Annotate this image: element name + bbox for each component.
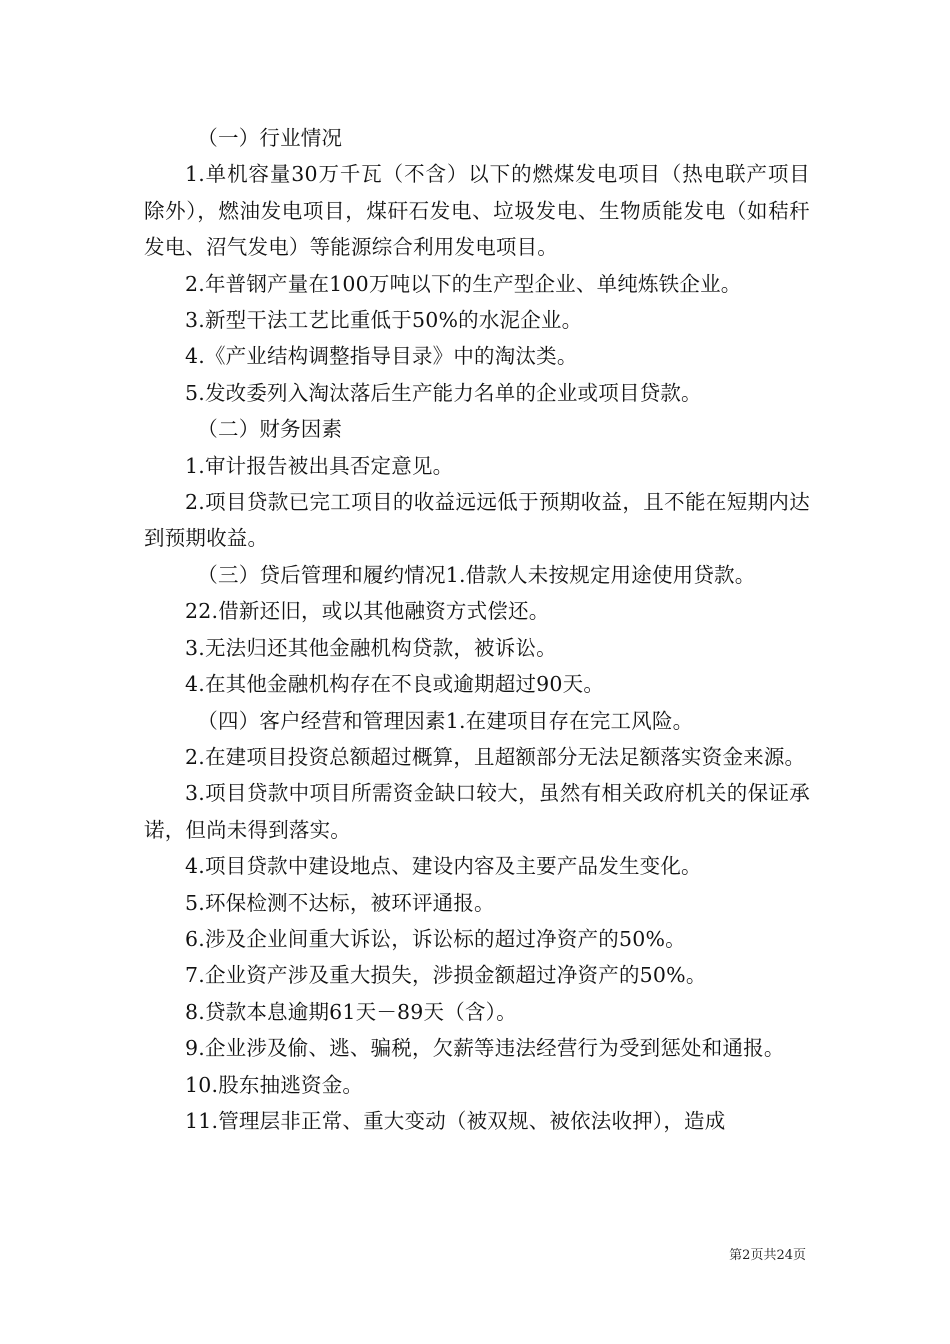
paragraph-item: 5.环保检测不达标，被环评通报。 (185, 890, 495, 915)
document-body (144, 120, 810, 1139)
paragraph-item: 9.企业涉及偷、逃、骗税，欠薪等违法经营行为受到惩处和通报。 (185, 1036, 785, 1061)
section-heading-industry: （一）行业情况 (197, 126, 343, 150)
paragraph-item: 2.在建项目投资总额超过概算，且超额部分无法足额落实资金来源。 (185, 744, 806, 769)
paragraph-item: 6.涉及企业间重大诉讼，诉讼标的超过净资产的50%。 (185, 926, 686, 951)
paragraph-item: 4.在其他金融机构存在不良或逾期超过90天。 (185, 672, 605, 697)
paragraph-item: 1.单机容量30万千瓦（不含）以下的燃煤发电项目（热电联产项目除外），燃油发电项目，煤矸石发电、垃圾发电、生物质能发电（如秸秆发电、沼气发电）等能源综合利用发电项目。 (144, 162, 810, 260)
section-heading-post-loan: （三）贷后管理和履约情况1.借款人未按规定用途使用贷款。 (197, 562, 756, 587)
paragraph-item: 1.审计报告被出具否定意见。 (185, 453, 454, 478)
page-number-label: 第2页共24页 (729, 1248, 806, 1263)
paragraph-item: 11.管理层非正常、重大变动（被双规、被依法收押），造成 (185, 1108, 726, 1133)
page-footer (0, 1247, 806, 1265)
paragraph-item: 3.无法归还其他金融机构贷款，被诉讼。 (185, 635, 557, 660)
section-heading-finance: （二）财务因素 (197, 417, 343, 442)
paragraph-item: 8.贷款本息逾期61天－89天（含）。 (185, 999, 517, 1024)
paragraph-item: 2.项目贷款已完工项目的收益远远低于预期收益，且不能在短期内达到预期收益。 (144, 490, 810, 551)
paragraph-item: 10.股东抽逃资金。 (185, 1072, 364, 1097)
paragraph-item: 2.年普钢产量在100万吨以下的生产型企业、单纯炼铁企业。 (185, 271, 742, 296)
section-heading-operations: （四）客户经营和管理因素1.在建项目存在完工风险。 (197, 708, 694, 733)
paragraph-item: 4.项目贷款中建设地点、建设内容及主要产品发生变化。 (185, 854, 702, 879)
paragraph-item: 4.《产业结构调整指导目录》中的淘汰类。 (185, 344, 578, 369)
paragraph-item: 5.发改委列入淘汰落后生产能力名单的企业或项目贷款。 (185, 380, 702, 405)
paragraph-item: 3.项目贷款中项目所需资金缺口较大，虽然有相关政府机关的保证承诺，但尚未得到落实。 (144, 781, 810, 842)
paragraph-item: 3.新型干法工艺比重低于50%的水泥企业。 (185, 308, 583, 333)
paragraph-item: 22.借新还旧，或以其他融资方式偿还。 (185, 599, 550, 624)
paragraph-item: 7.企业资产涉及重大损失，涉损金额超过净资产的50%。 (185, 963, 707, 988)
